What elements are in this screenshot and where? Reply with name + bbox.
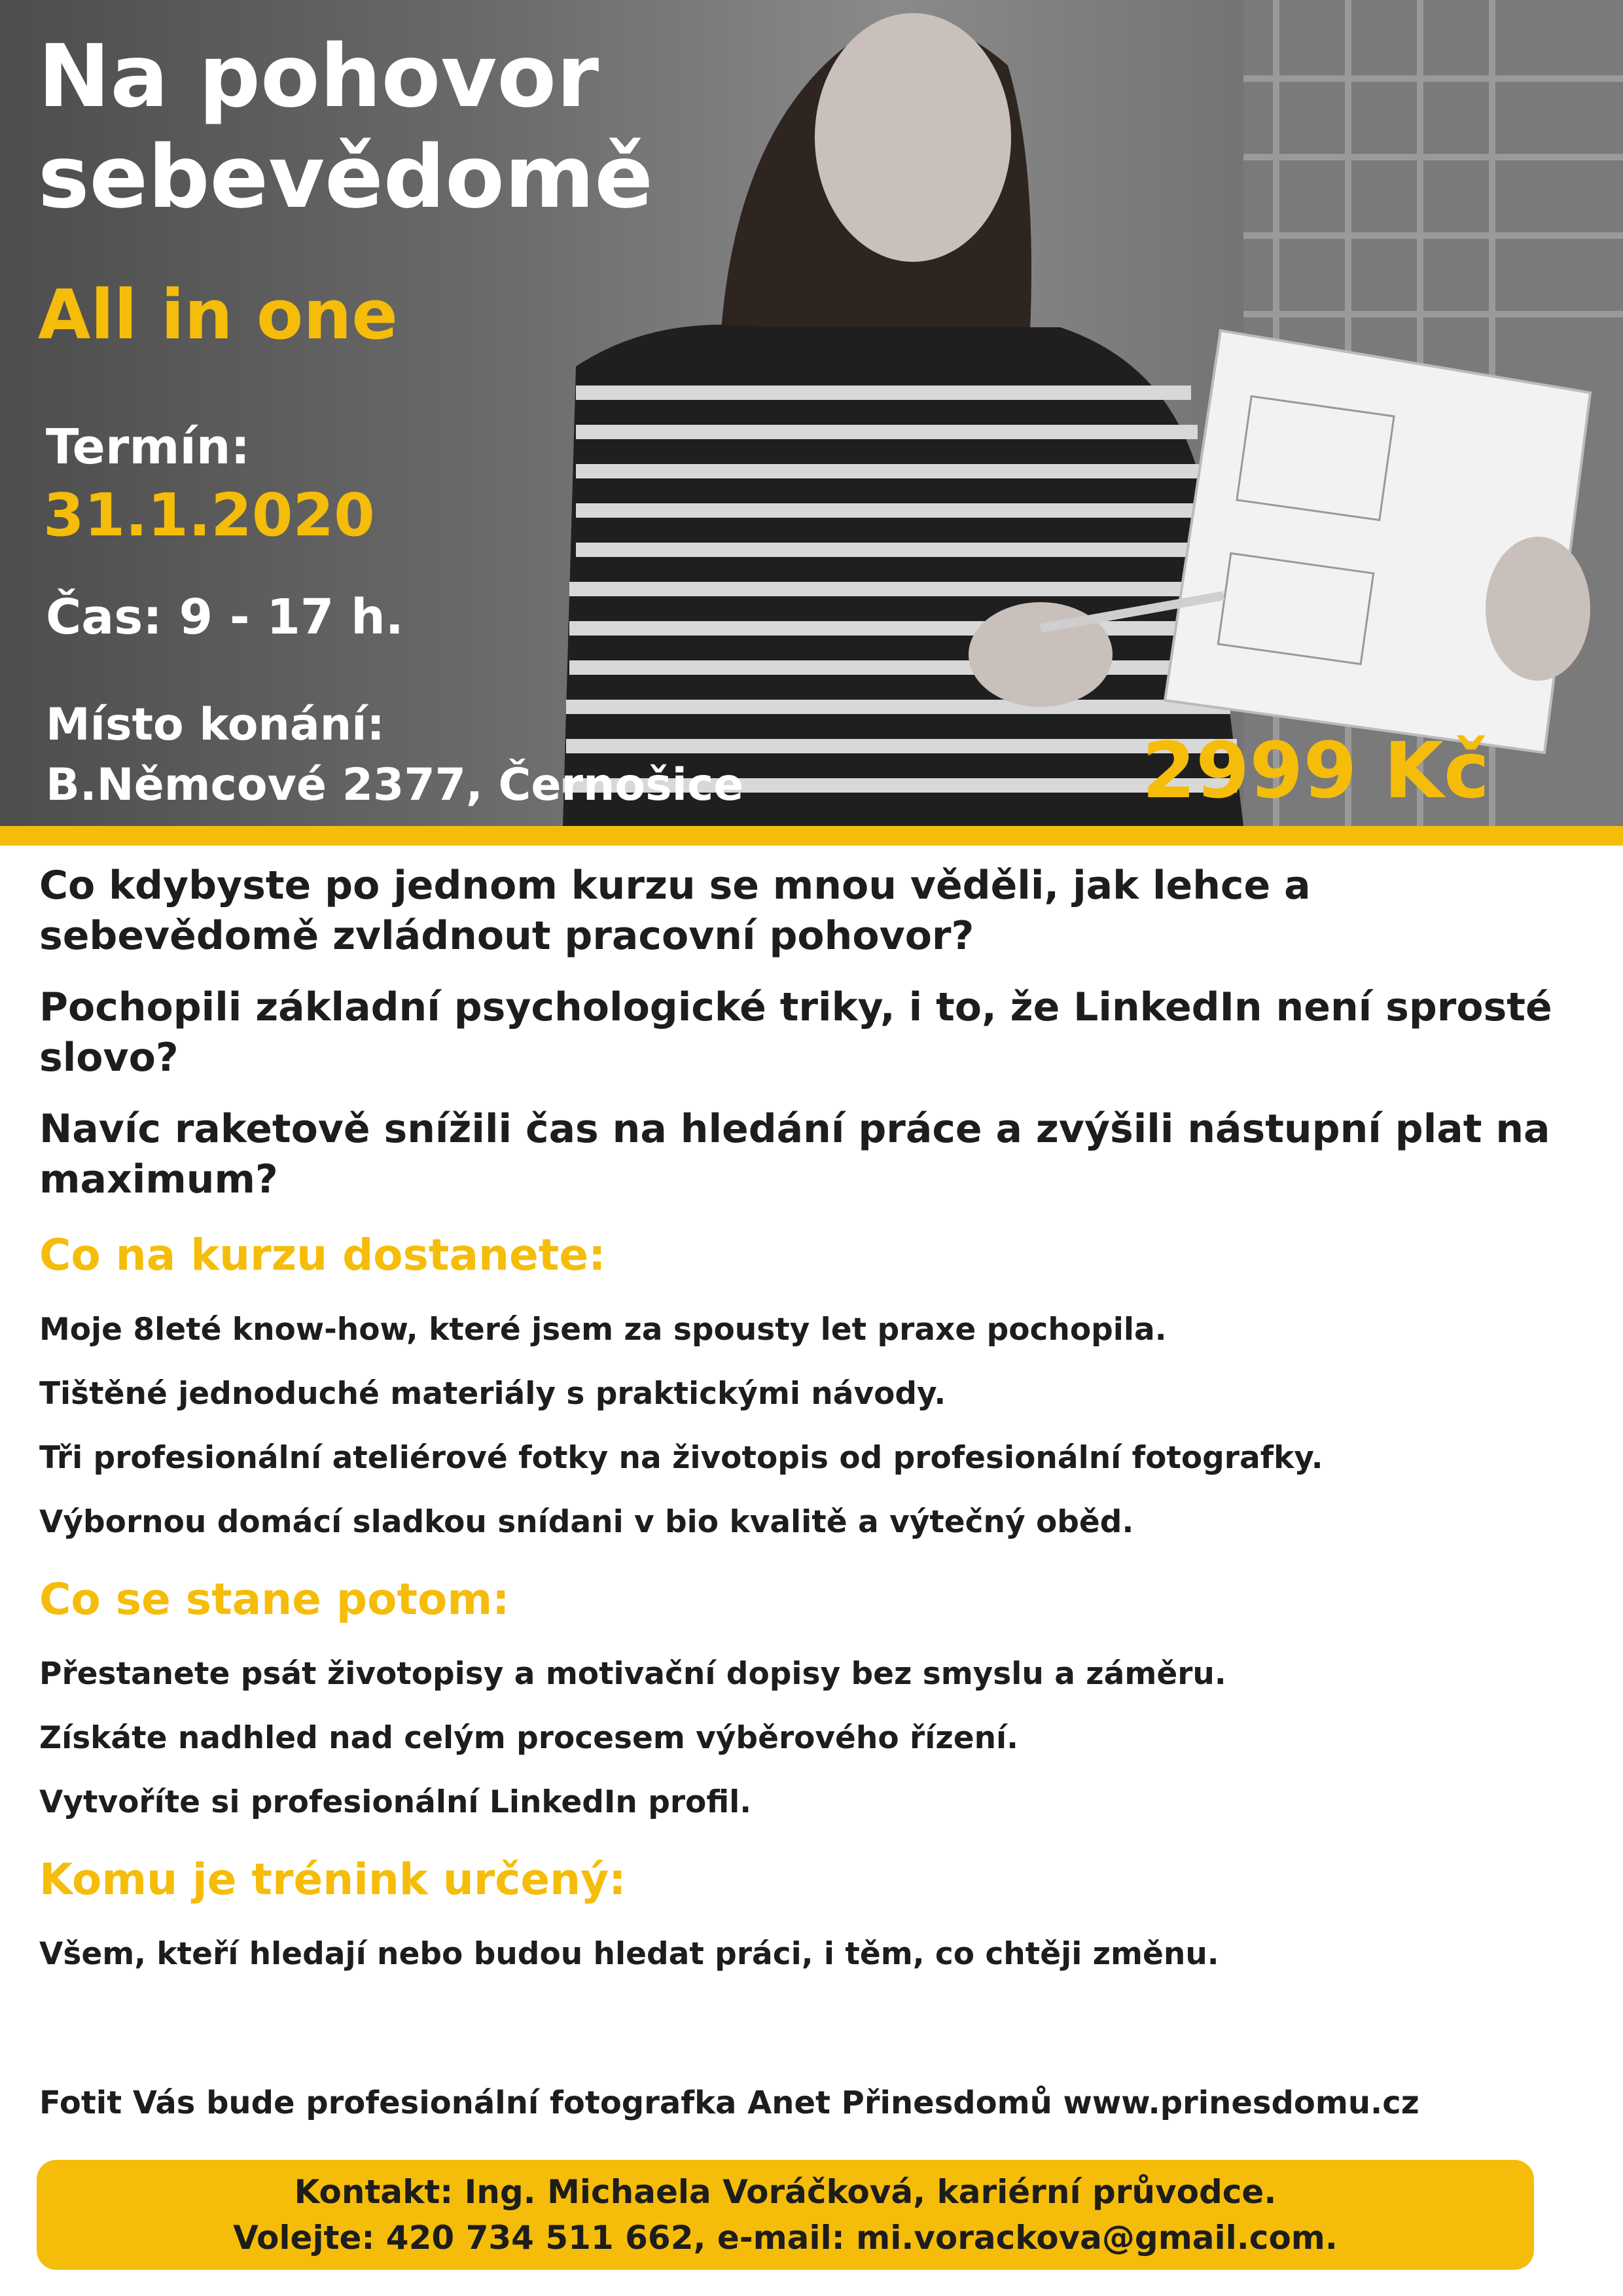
section-heading: Co na kurzu dostanete: [39, 1230, 606, 1280]
subtitle: All in one [38, 275, 398, 355]
intro-paragraph: Co kdybyste po jednom kurzu se mnou věděli, jak lehce a sebevědomě zvládnout pracovní pohovor? [39, 863, 1311, 959]
list-item: Všem, kteří hledají nebo budou hledat práci, i těm, co chtěji změnu. [39, 1936, 1219, 1972]
place-label: Místo konání: [46, 699, 385, 751]
page-title [38, 26, 653, 228]
list-item: Vytvoříte si profesionální LinkedIn profil. [39, 1784, 752, 1820]
place-address: B.Němcové 2377, Černošice [46, 759, 744, 811]
contact-name: Kontakt: Ing. Michaela Voráčková, kariérní průvodce. [294, 2173, 1277, 2211]
list-item: Výbornou domácí sladkou snídani v bio kvalitě a výtečný oběd. [39, 1504, 1134, 1540]
title-line-1: Na pohovor [38, 26, 599, 127]
intro-paragraph: Pochopili základní psychologické triky, i to, že LinkedIn není sprosté slovo? [39, 984, 1552, 1081]
section-benefits [39, 1226, 1584, 1554]
main-content [39, 861, 1584, 1986]
term-label: Termín: [46, 419, 251, 475]
intro-questions [39, 861, 1584, 1205]
list-item: Přestanete psát životopisy a motivační dopisy bez smyslu a záměru. [39, 1656, 1226, 1692]
list-item: Tištěné jednoduché materiály s praktickými návody. [39, 1376, 946, 1412]
section-heading: Co se stane potom: [39, 1574, 510, 1624]
section-audience [39, 1850, 1584, 1986]
list-item: Moje 8leté know-how, které jsem za spousty let praxe pochopila. [39, 1312, 1167, 1348]
price-tag: 2999 Kč [1142, 725, 1489, 816]
hero-photo-area [0, 0, 1623, 826]
contact-phone-email: Volejte: 420 734 511 662, e-mail: mi.vorackova@gmail.com. [233, 2219, 1338, 2257]
intro-paragraph: Navíc raketově snížili čas na hledání práce a zvýšili nástupní plat na maximum? [39, 1106, 1550, 1202]
list-item: Tři profesionální ateliérové fotky na životopis od profesionální fotografky. [39, 1440, 1323, 1476]
event-date: 31.1.2020 [43, 481, 375, 550]
yellow-divider [0, 826, 1623, 846]
title-line-2: sebevědomě [38, 127, 653, 228]
event-time: Čas: 9 - 17 h. [46, 589, 404, 645]
photographer-credit: Fotit Vás bude profesionální fotografka Anet Přinesdomů www.prinesdomu.cz [39, 2085, 1419, 2121]
section-heading: Komu je trénink určený: [39, 1854, 626, 1905]
section-outcomes [39, 1570, 1584, 1835]
list-item: Získáte nadhled nad celým procesem výběrového řízení. [39, 1720, 1018, 1756]
contact-box [37, 2160, 1534, 2270]
